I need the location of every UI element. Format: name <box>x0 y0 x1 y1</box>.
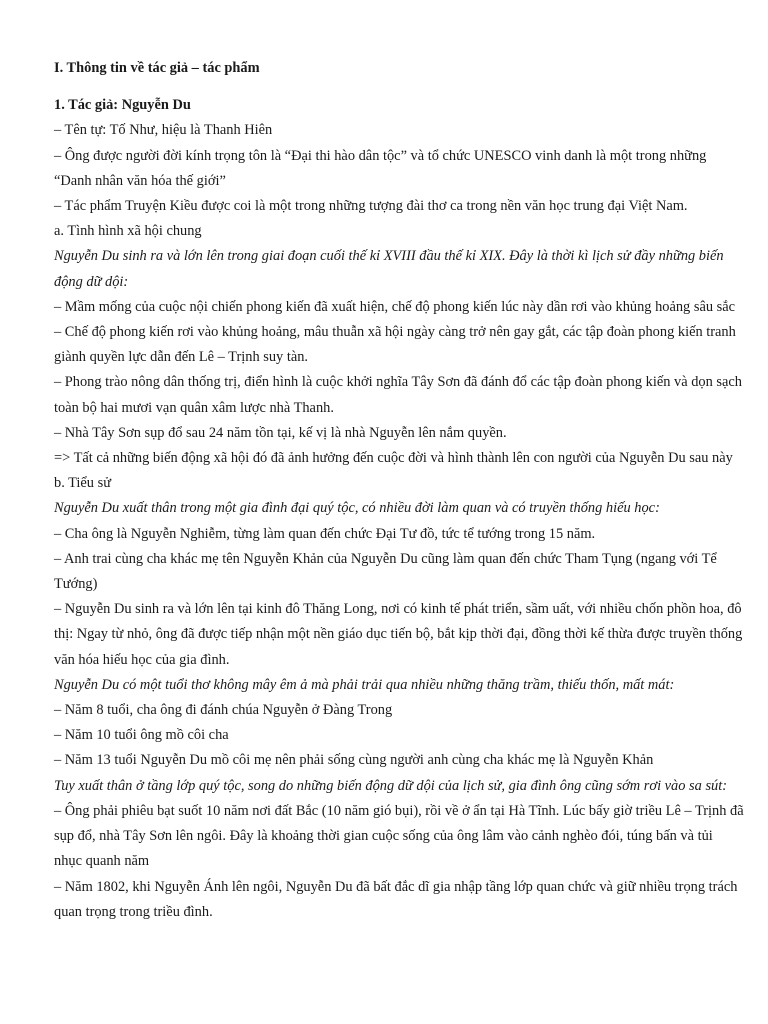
paragraph-age-13: – Năm 13 tuổi Nguyễn Du mồ côi mẹ nên phải sống cùng người anh cùng cha khác mẹ là Nguyễn Khản <box>54 752 654 769</box>
section-title: I. Thông tin về tác giả – tác phẩm <box>54 60 260 76</box>
paragraph-conclusion: => Tất cả những biến động xã hội đó đã ảnh hưởng đến cuộc đời và hình thành lên con người của Nguyễn Du sau này <box>54 450 733 467</box>
paragraph-intro-family: Nguyễn Du xuất thân trong một gia đình đại quý tộc, có nhiều đời làm quan và có truyền thống hiếu học: <box>54 500 660 517</box>
subheading-biography: b. Tiểu sử <box>54 475 111 492</box>
paragraph-father: – Cha ông là Nguyễn Nghiễm, từng làm quan đến chức Đại Tư đồ, tức tể tướng trong 15 năm. <box>54 525 596 542</box>
paragraph-age-8: – Năm 8 tuổi, cha ông đi đánh chúa Nguyễn ở Đàng Trong <box>54 702 393 719</box>
paragraph-age-10: – Năm 10 tuổi ông mồ côi cha <box>54 727 229 744</box>
paragraph-civil-war: – Mầm mống của cuộc nội chiến phong kiến đã xuất hiện, chế độ phong kiến lúc này dần rơi vào khủng hoảng sâu sắc <box>54 298 735 315</box>
paragraph-honor: – Ông được người đời kính trọng tôn là “Đại thi hào dân tộc” và tổ chức UNESCO vinh danh là một trong những “Danh nhân văn hóa thế giới” <box>54 147 707 189</box>
paragraph-thang-long: – Nguyễn Du sinh ra và lớn lên tại kinh đô Thăng Long, nơi có kinh tế phát triển, sầm uất, với nhiều chốn phồn hoa, đô thị: Ngay từ nhỏ, ông đã được tiếp nhận một nền giáo dục tiến bộ, bắt kịp thời đại, đồng thời kế thừa được truyền thống văn hóa hiếu học của gia đình. <box>54 601 743 668</box>
paragraph-wandering: – Ông phải phiêu bạt suốt 10 năm nơi đất Bắc (10 năm gió bụi), rồi về ở ẩn tại Hà Tĩnh. Lúc bấy giờ triều Lê – Trịnh đã sụp đổ, nhà Tây Sơn lên ngôi. Đây là khoảng thời gian cuộc sống của ông lâm vào cảnh nghèo đói, túng bấn và tủi nhục quanh năm <box>54 802 744 870</box>
paragraph-brother: – Anh trai cùng cha khác mẹ tên Nguyễn Khản của Nguyễn Du cũng làm quan đến chức Tham Tụng (ngang với Tể Tướng) <box>54 550 717 593</box>
paragraph-intro-decline: Tuy xuất thân ở tầng lớp quý tộc, song do những biến động dữ dội của lịch sử, gia đình ông cũng sớm rơi vào sa sút: <box>54 777 728 794</box>
paragraph-truyen-kieu: – Tác phẩm Truyện Kiều được coi là một trong những tượng đài thơ ca trong nền văn học trung đại Việt Nam. <box>54 198 688 215</box>
paragraph-tay-son: – Phong trào nông dân thống trị, điển hình là cuộc khởi nghĩa Tây Sơn đã đánh đổ các tập đoàn phong kiến và dọn sạch toàn bộ hai mươi vạn quân xâm lược nhà Thanh. <box>54 374 742 416</box>
paragraph-nguyen-dynasty: – Nhà Tây Sơn sụp đổ sau 24 năm tồn tại, kế vị là nhà Nguyễn lên nắm quyền. <box>54 424 507 441</box>
paragraph-crisis: – Chế độ phong kiến rơi vào khủng hoảng, mâu thuẫn xã hội ngày càng trở nên gay gắt, các tập đoàn phong kiến tranh giành quyền lực dẫn đến Lê – Trịnh suy tàn. <box>54 324 736 366</box>
paragraph-intro-childhood: Nguyễn Du có một tuổi thơ không mây êm ả mà phải trải qua nhiều những thăng trầm, thiếu thốn, mất mát: <box>54 676 675 693</box>
paragraph-pen-name: – Tên tự: Tố Như, hiệu là Thanh Hiên <box>54 122 273 139</box>
document-page <box>54 56 744 925</box>
author-heading: 1. Tác giả: Nguyễn Du <box>54 97 191 114</box>
paragraph-1802: – Năm 1802, khi Nguyễn Ánh lên ngôi, Nguyễn Du đã bất đắc dĩ gia nhập tầng lớp quan chức và giữ nhiều trọng trách quan trọng trong triều đình. <box>54 878 738 920</box>
paragraph-intro-era: Nguyễn Du sinh ra và lớn lên trong giai đoạn cuối thế kỉ XVIII đầu thế kỉ XIX. Đây là thời kì lịch sử đầy những biến động dữ dội: <box>54 248 724 290</box>
subheading-social-context: a. Tình hình xã hội chung <box>54 223 202 240</box>
